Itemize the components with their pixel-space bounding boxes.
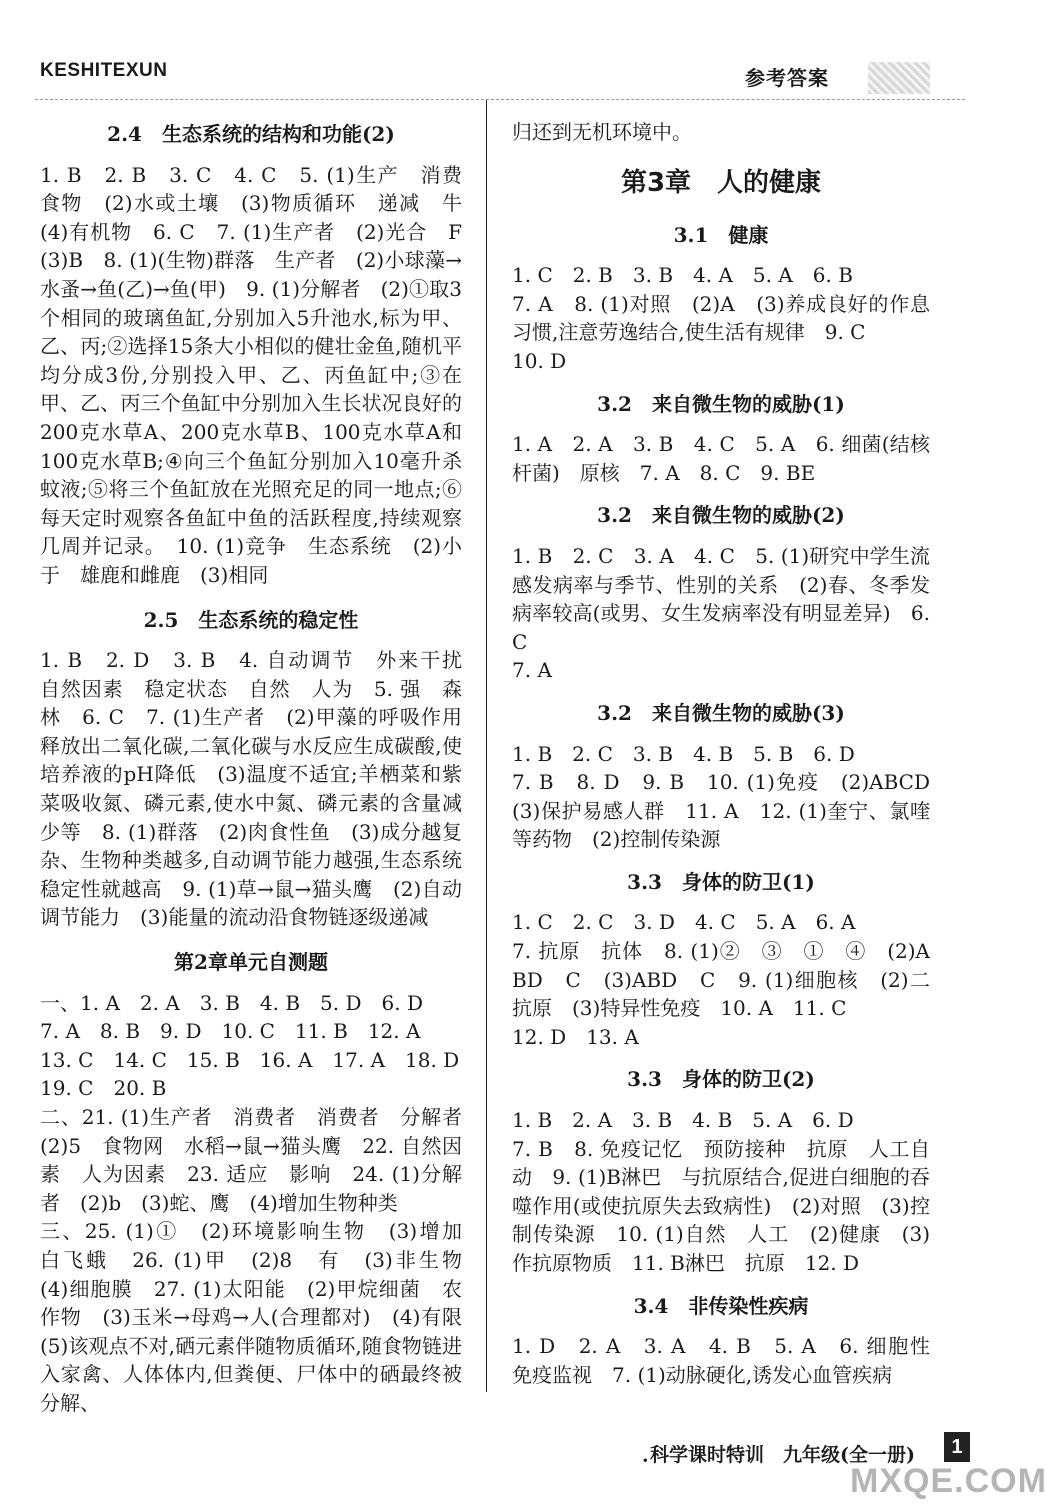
header-divider	[35, 99, 965, 100]
section-heading: 2.4 生态系统的结构和功能(2)	[107, 122, 395, 146]
answer-paragraph: 19. C 20. B	[40, 1076, 167, 1101]
answer-paragraph: 7. A 8. B 9. D 10. C 11. B 12. A	[40, 1019, 421, 1044]
bullet-icon: ·	[642, 1450, 649, 1472]
watermark: MXQE.COM	[850, 1462, 1047, 1500]
answer-paragraph: 一、1. A 2. A 3. B 4. B 5. D 6. D	[40, 990, 423, 1015]
answer-paragraph: 1. C 2. B 3. B 4. A 5. A 6. B	[512, 263, 853, 288]
answer-paragraph: 7. A 8. (1)对照 (2)A (3)养成良好的作息习惯,注意劳逸结合,使生活有规律 9. C	[512, 291, 930, 345]
section-heading: 第2章单元自测题	[174, 950, 328, 975]
footer-text: 科学课时特训 九年级(全一册)	[650, 1444, 915, 1466]
column-divider	[486, 100, 487, 1392]
answer-paragraph: 三、25. (1)① (2)环境影响生物 (3)增加 白飞蛾 26. (1)甲 (2)8 有 (3)非生物 (4)细胞膜 27. (1)太阳能 (2)甲烷细菌 农作物 (3)玉米→母鸡→人(合理都对) (4)有限 (5)该观点不对,硒元素伴随物质循环,随食物链进入家禽、人体体内,但粪便、尸体中的硒最终被分解、	[40, 1219, 482, 1415]
answer-paragraph: 1. B 2. D 3. B 4. 自动调节 外来干扰 自然因素 稳定状态 自然 人为 5. 强 森林 6. C 7. (1)生产者 (2)甲藻的呼吸作用释放出二氧化碳,二氧化碳与水反应生成碳酸,使培养液的pH降低 (3)温度不适宜;羊栖菜和紫菜吸收氮、磷元素,使水中氮、磷元素的含量减少等 8. (1)群落 (2)肉食性鱼 (3)成分越复杂、生物种类越多,自动调节能力越强,生态系统稳定性就越高 9. (1)草→鼠→猫头鹰 (2)自动调节能力 (3)能量的流动沿食物链逐级递减	[40, 648, 482, 930]
section-heading: 3.2 来自微生物的威胁(1)	[597, 391, 845, 416]
answer-paragraph: 7. A	[512, 658, 552, 683]
answer-paragraph: 10. D	[512, 348, 567, 373]
header-brand: KESHITEXUN	[40, 60, 168, 81]
answer-paragraph: 1. C 2. C 3. D 4. C 5. A 6. A	[512, 910, 856, 935]
header-section-title: 参考答案	[745, 66, 829, 90]
answer-paragraph: 12. D 13. A	[512, 1024, 639, 1049]
answer-paragraph: 7. B 8. D 9. B 10. (1)免疫 (2)ABCD (3)保护易感人群 11. A 12. (1)奎宁、氯喹等药物 (2)控制传染源	[512, 770, 950, 852]
section-heading: 2.5 生态系统的稳定性	[143, 607, 359, 632]
answer-paragraph: 1. B 2. A 3. B 4. B 5. A 6. D	[512, 1108, 854, 1133]
right-column	[512, 118, 950, 1389]
answer-paragraph: 7. 抗原 抗体 8. (1)② ③ ① ④ (2)A BD C (3)ABD C 9. (1)细胞核 (2)二 抗原 (3)特异性免疫 10. A 11. C	[512, 939, 950, 1021]
answer-paragraph: 1. B 2. C 3. A 4. C 5. (1)研究中学生流感发病率与季节、性别的关系 (2)春、冬季发病率较高(或男、女生发病率没有明显差异) 6. C	[512, 543, 930, 654]
answer-paragraph: 7. B 8. 免疫记忆 预防接种 抗原 人工自动 9. (1)B淋巴 与抗原结合,促进白细胞的吞噬作用(或使抗原失去致病性) (2)对照 (3)控制传染源 10. (1)自然 人工 (2)健康 (3)作抗原物质 11. B淋巴 抗原 12. D	[512, 1136, 930, 1275]
answer-paragraph: 1. D 2. A 3. A 4. B 5. A 6. 细胞性 免疫监视 7. (1)动脉硬化,诱发心血管疾病	[512, 1334, 950, 1387]
section-heading: 3.4 非传染性疾病	[633, 1293, 809, 1318]
section-heading: 3.2 来自微生物的威胁(2)	[597, 503, 845, 528]
answer-paragraph: 归还到无机环境中。	[512, 120, 692, 144]
section-heading: 3.2 来自微生物的威胁(3)	[597, 700, 845, 725]
answer-paragraph: 1. B 2. B 3. C 4. C 5. (1)生产 消费 食物 (2)水或土壤 (3)物质循环 递减 牛 (4)有机物 6. C 7. (1)生产者 (2)光合 F (3)B 8. (1)(生物)群落 生产者 (2)小球藻→水蚤→鱼(乙)→鱼(甲) 9. (1)分解者 (2)①取3个相同的玻璃鱼缸,分别加入5升池水,标为甲、乙、丙;②选择15条大小相似的健壮金鱼,随机平均分成3份,分别投入甲、乙、丙鱼缸中;③在甲、乙、丙三个鱼缸中分别加入生长状况良好的200克水草A、200克水草B、100克水草A和100克水草B;④向三个鱼缸分别加入10毫升杀蚊液;⑤将三个鱼缸放在光照充足的同一地点;⑥每天定时观察各鱼缸中鱼的活跃程度,持续观察几周并记录。 10. (1)竞争 生态系统 (2)小于 雄鹿和雌鹿 (3)相同	[40, 162, 482, 587]
section-heading: 3.3 身体的防卫(1)	[627, 869, 815, 894]
section-heading: 3.3 身体的防卫(2)	[627, 1067, 815, 1092]
answer-paragraph: 1. A 2. A 3. B 4. C 5. A 6. 细菌(结核杆菌) 原核 7. A 8. C 9. BE	[512, 432, 930, 485]
left-column	[40, 118, 482, 1418]
page-number: 1	[944, 1432, 970, 1462]
answer-paragraph: 二、21. (1)生产者 消费者 消费者 分解者 (2)5 食物网 水稻→鼠→猫头鹰 22. 自然因素 人为因素 23. 适应 影响 24. (1)分解者 (2)b (3)蛇、鹰 (4)增加生物种类	[40, 1105, 482, 1215]
answer-paragraph: 13. C 14. C 15. B 16. A 17. A 18. D	[40, 1047, 460, 1072]
section-heading: 3.1 健康	[673, 222, 769, 247]
answer-paragraph: 1. B 2. C 3. B 4. B 5. B 6. D	[512, 741, 855, 766]
header-decoration	[868, 62, 930, 94]
chapter-title: 第3章 人的健康	[620, 167, 822, 198]
